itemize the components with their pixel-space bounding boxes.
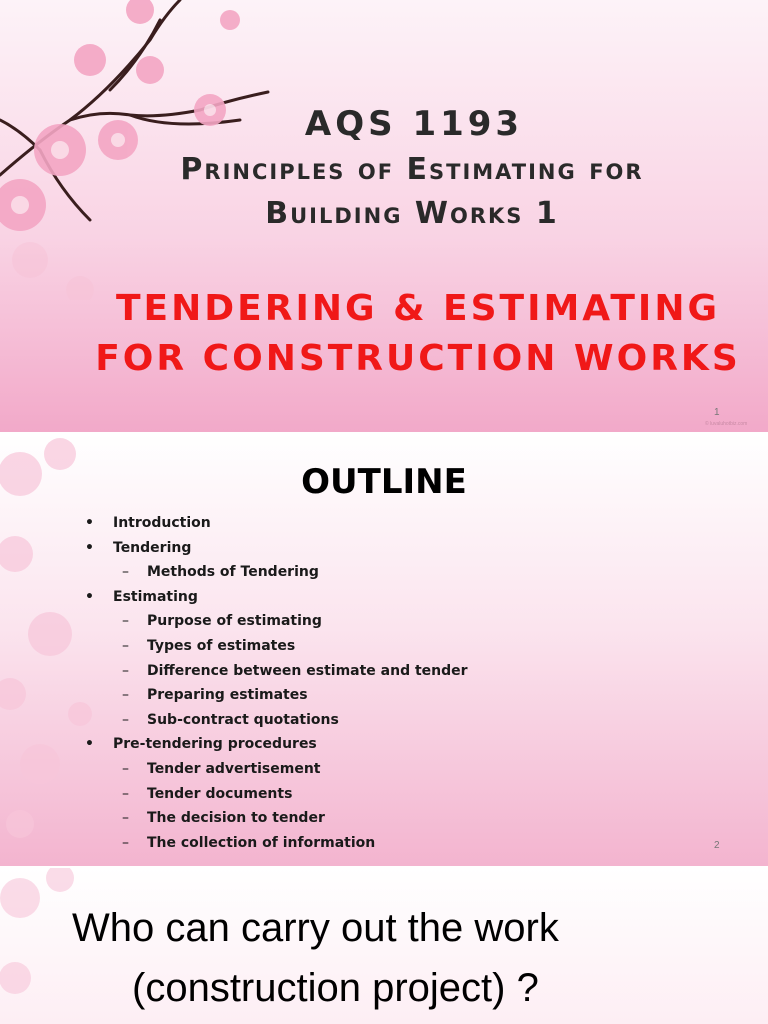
course-title-line-1: Principles of Estimating for [180,152,644,187]
page-number: 1 [714,407,720,418]
outline-subitem [122,613,322,630]
dash-icon: – [122,834,129,851]
page-number: 2 [714,840,720,851]
outline-item-text: Tendering [113,539,192,556]
outline-subitem [122,810,325,827]
outline-subitem [122,662,468,679]
outline-item [85,736,317,753]
question-line-1: Who can carry out the work [72,906,559,950]
outline-item [85,515,211,531]
cherry-blossom-branch-decoration [0,0,300,300]
footer-credit: © luvaluhotbiz.com [705,421,748,427]
outline-item-text: Introduction [113,515,211,531]
outline-item-text: Purpose of estimating [147,613,322,630]
dash-icon: – [122,711,129,728]
outline-subitem [122,687,308,704]
outline-item-text: The collection of information [147,834,376,851]
outline-subitem [122,761,321,777]
topic-title-line-1: TENDERING & ESTIMATING [116,288,720,329]
topic-title-line-2: FOR CONSTRUCTION WORKS [95,338,741,379]
bullet-icon: • [85,539,94,556]
outline-item-text: Estimating [113,588,198,605]
outline-item-text: Tender advertisement [147,761,321,777]
outline-item-text: Pre-tendering procedures [113,736,317,753]
outline-item-text: Methods of Tendering [147,564,319,581]
outline-subitem [122,638,296,654]
question-line-2: (construction project) ? [132,966,539,1010]
bullet-icon: • [85,515,94,531]
outline-subitem [122,711,339,728]
dash-icon: – [122,687,129,704]
outline-item [85,539,192,556]
dash-icon: – [122,564,129,581]
outline-subitem [122,834,376,851]
bullet-icon: • [85,588,94,605]
outline-item-text: The decision to tender [147,810,325,827]
outline-subitem [122,785,293,802]
outline-subitem [122,564,319,581]
outline-item [85,588,198,605]
outline-item-text: Types of estimates [147,638,296,654]
dash-icon: – [122,810,129,827]
outline-item-text: Difference between estimate and tender [147,662,468,679]
slide-1 [0,0,768,432]
dash-icon: – [122,761,129,777]
outline-item-text: Tender documents [147,785,293,802]
bullet-icon: • [85,736,94,753]
dash-icon: – [122,662,129,679]
outline-heading: OUTLINE [301,462,467,502]
dash-icon: – [122,638,129,654]
course-code: AQS 1193 [304,104,524,144]
course-title-line-2: Building Works 1 [265,196,559,231]
slide-3 [0,868,768,1024]
outline-item-text: Preparing estimates [147,687,308,704]
slide-2 [0,434,768,866]
dash-icon: – [122,785,129,802]
outline-item-text: Sub-contract quotations [147,711,339,728]
dash-icon: – [122,613,129,630]
